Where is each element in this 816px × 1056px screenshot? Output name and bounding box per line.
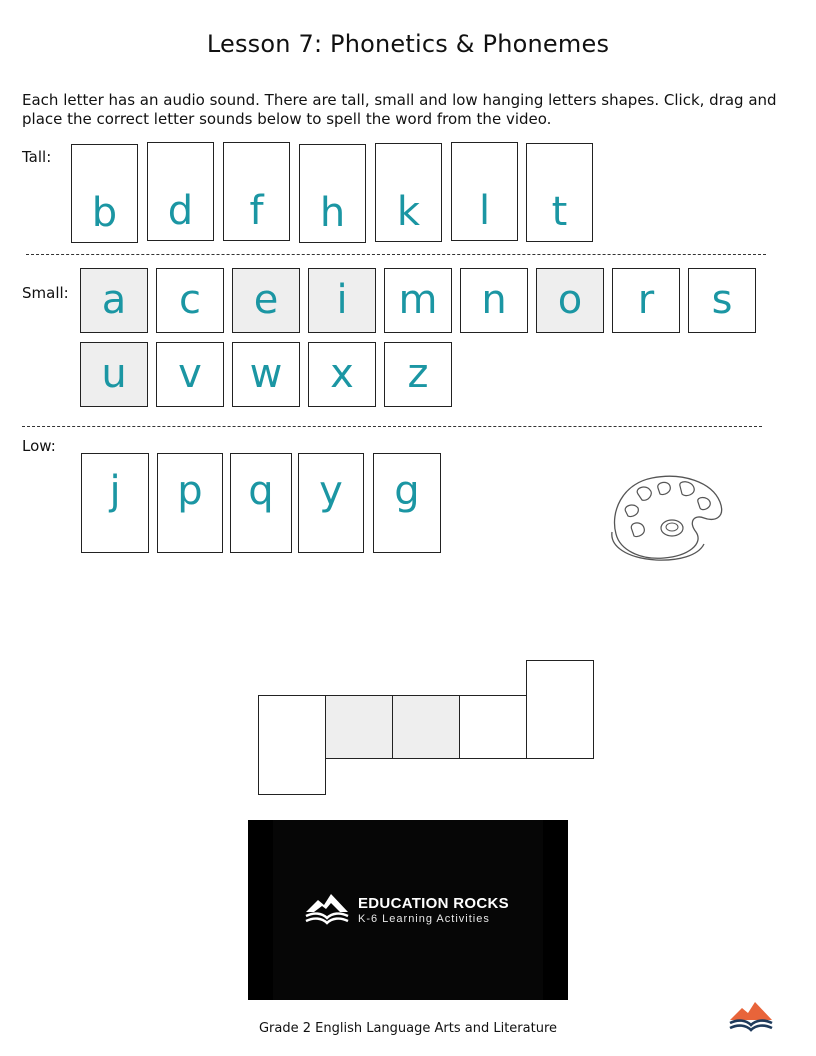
- letter-tile-h[interactable]: h: [299, 144, 366, 243]
- letter-tile-t[interactable]: t: [526, 143, 593, 242]
- page-title: Lesson 7: Phonetics & Phonemes: [206, 30, 610, 58]
- video-letterbox-left: [248, 820, 273, 1000]
- letter-tile-a[interactable]: a: [80, 268, 148, 333]
- mountain-book-icon: [728, 1002, 774, 1032]
- answer-slot-5[interactable]: [526, 660, 594, 759]
- paint-palette-icon: [608, 472, 726, 562]
- letter-tile-u[interactable]: u: [80, 342, 148, 407]
- letter-tile-i[interactable]: i: [308, 268, 376, 333]
- letter-tile-n[interactable]: n: [460, 268, 528, 333]
- letter-tile-l[interactable]: l: [451, 142, 518, 241]
- letter-tile-q[interactable]: q: [230, 453, 292, 553]
- video-brand: EDUCATION ROCKS: [358, 895, 509, 912]
- answer-slot-2[interactable]: [325, 695, 393, 759]
- low-label: Low:: [22, 437, 56, 455]
- small-label: Small:: [22, 284, 69, 302]
- letter-tile-c[interactable]: c: [156, 268, 224, 333]
- letter-tile-b[interactable]: b: [71, 144, 138, 243]
- letter-tile-v[interactable]: v: [156, 342, 224, 407]
- letter-tile-d[interactable]: d: [147, 142, 214, 241]
- letter-tile-s[interactable]: s: [688, 268, 756, 333]
- section-divider: [22, 426, 762, 427]
- letter-tile-z[interactable]: z: [384, 342, 452, 407]
- footer-text: Grade 2 English Language Arts and Literature: [258, 1021, 558, 1036]
- answer-slot-4[interactable]: [459, 695, 527, 759]
- letter-tile-r[interactable]: r: [612, 268, 680, 333]
- letter-tile-e[interactable]: e: [232, 268, 300, 333]
- answer-slot-3[interactable]: [392, 695, 460, 759]
- letter-tile-p[interactable]: p: [157, 453, 223, 553]
- letter-tile-x[interactable]: x: [308, 342, 376, 407]
- letter-tile-j[interactable]: j: [81, 453, 149, 553]
- section-divider: [26, 254, 766, 255]
- letter-tile-f[interactable]: f: [223, 142, 290, 241]
- letter-tile-w[interactable]: w: [232, 342, 300, 407]
- letter-tile-o[interactable]: o: [536, 268, 604, 333]
- tall-label: Tall:: [22, 148, 52, 166]
- video-letterbox-right: [543, 820, 568, 1000]
- letter-tile-y[interactable]: y: [298, 453, 364, 553]
- answer-slot-1[interactable]: [258, 695, 326, 795]
- instructions: Each letter has an audio sound. There are tall, small and low hanging letters shapes. Click, drag and place the correct letter sounds below to spell the word from the video.: [22, 91, 777, 128]
- letter-tile-m[interactable]: m: [384, 268, 452, 333]
- mountain-book-icon: [304, 892, 350, 926]
- letter-tile-g[interactable]: g: [373, 453, 441, 553]
- letter-tile-k[interactable]: k: [375, 143, 442, 242]
- video-tagline: K-6 Learning Activities: [358, 913, 490, 925]
- video-player[interactable]: [248, 820, 568, 1000]
